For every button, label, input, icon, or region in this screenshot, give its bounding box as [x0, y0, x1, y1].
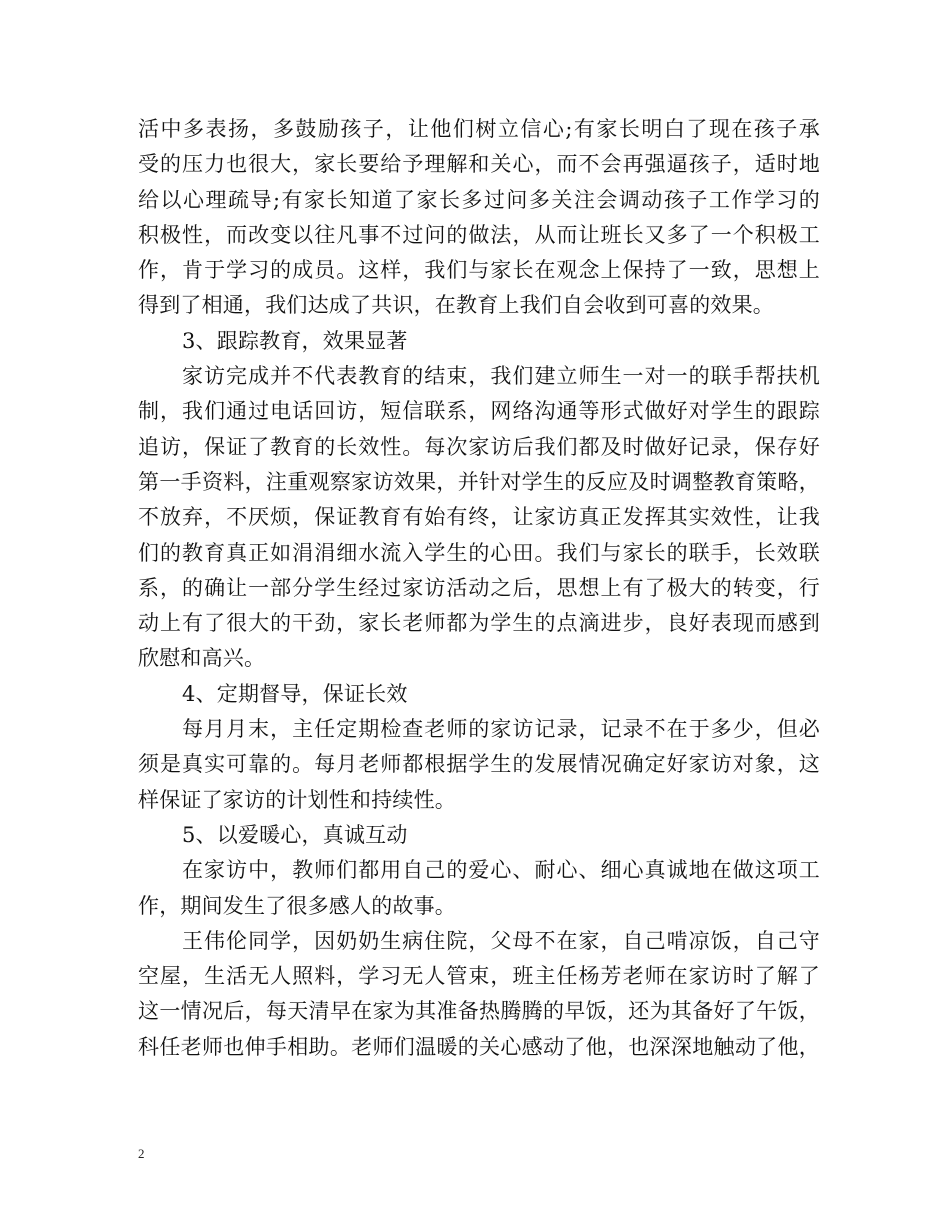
text-line: 空屋，生活无人照料，学习无人管束，班主任杨芳老师在家访时了解了 [138, 964, 820, 989]
text-line: 们的教育真正如涓涓细水流入学生的心田。我们与家长的联手，长效联 [138, 540, 820, 565]
text-line: 作，期间发生了很多感人的故事。 [138, 893, 456, 918]
text-line: 作，肯于学习的成员。这样，我们与家长在观念上保持了一致，思想上 [138, 258, 820, 283]
text-line: 家访完成并不代表教育的结束，我们建立师生一对一的联手帮扶机 [182, 364, 820, 389]
text-line: 活中多表扬，多鼓励孩子，让他们树立信心;有家长明白了现在孩子承 [138, 117, 820, 141]
text-line: 在家访中，教师们都用自己的爱心、耐心、细心真诚地在做这项工 [182, 858, 820, 883]
text-line: 每月月末，主任定期检查老师的家访记录，记录不在于多少，但必 [182, 717, 820, 742]
text-line: 须是真实可靠的。每月老师都根据学生的发展情况确定好家访对象，这 [138, 752, 820, 777]
page-number: 2 [138, 1146, 145, 1161]
text-line: 动上有了很大的干劲，家长老师都为学生的点滴进步，良好表现而感到 [138, 611, 820, 636]
text-line: 追访，保证了教育的长效性。每次家访后我们都及时做好记录，保存好 [138, 434, 820, 459]
section-heading: 3、跟踪教育，效果显著 [182, 328, 408, 353]
text-line: 制，我们通过电话回访，短信联系，网络沟通等形式做好对学生的跟踪 [138, 399, 820, 424]
text-line: 不放弃，不厌烦，保证教育有始有终，让家访真正发挥其实效性，让我 [138, 505, 820, 530]
text-line: 受的压力也很大，家长要给予理解和关心，而不会再强逼孩子，适时地 [138, 152, 820, 177]
text-line: 欣慰和高兴。 [138, 646, 266, 671]
text-line: 给以心理疏导;有家长知道了家长多过问多关注会调动孩子工作学习的 [138, 187, 820, 212]
section-heading: 5、以爱暖心，真诚互动 [182, 822, 408, 847]
section-heading: 4、定期督导，保证长效 [182, 681, 408, 706]
text-line: 积极性，而改变以往凡事不过问的做法，从而让班长又多了一个积极工 [138, 222, 820, 247]
text-line: 第一手资料，注重观察家访效果，并针对学生的反应及时调整教育策略， [138, 469, 820, 494]
text-line: 样保证了家访的计划性和持续性。 [138, 787, 456, 812]
body-text [138, 112, 820, 1065]
text-line: 系，的确让一部分学生经过家访活动之后，思想上有了极大的转变，行 [138, 575, 820, 600]
text-line: 科任老师也伸手相助。老师们温暖的关心感动了他，也深深地触动了他， [138, 1034, 820, 1059]
text-line: 这一情况后，每天清早在家为其准备热腾腾的早饭，还为其备好了午饭， [138, 999, 820, 1024]
text-line: 得到了相通，我们达成了共识，在教育上我们自会收到可喜的效果。 [138, 293, 774, 318]
text-line: 王伟伦同学，因奶奶生病住院，父母不在家，自己啃凉饭，自己守 [182, 928, 820, 953]
